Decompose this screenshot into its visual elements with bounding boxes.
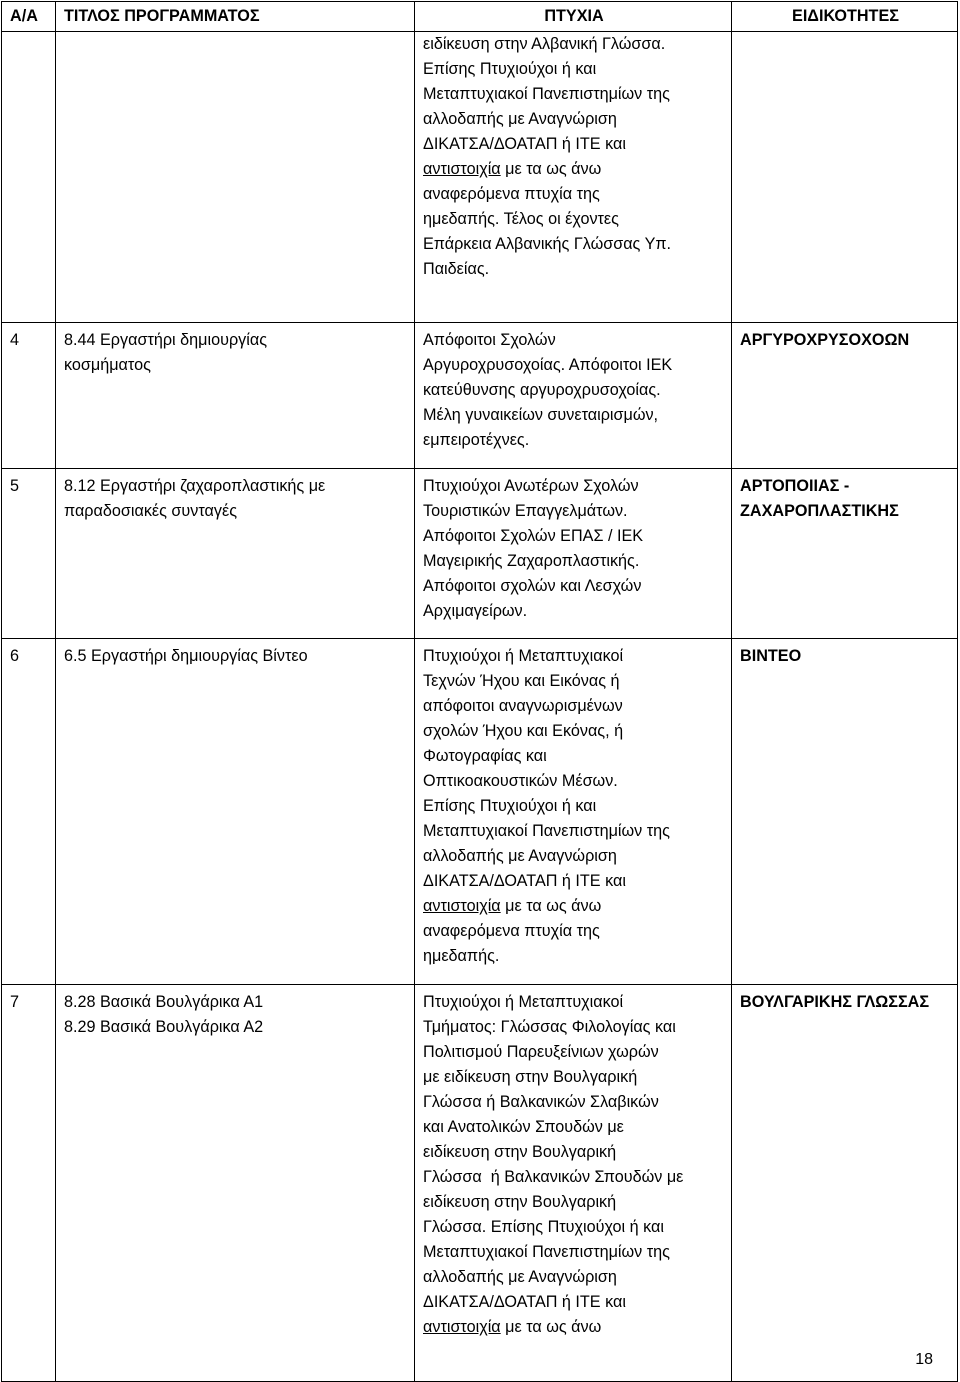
specialty-line: ΑΡΓΥΡΟΧΡΥΣΟΧΟΩΝ [740,331,910,349]
specialty-line: ΒΙΝΤΕΟ [740,647,802,665]
degree-line: ειδίκευση στην Αλβανική Γλώσσα. [423,35,666,53]
program-title-line: 8.29 Βασικά Βουλγάρικα Α2 [64,1018,264,1036]
program-title-line: 8.28 Βασικά Βουλγάρικα Α1 [64,993,264,1011]
degree-line: Απόφοιτοι Σχολών [423,331,556,349]
program-title-cell [56,469,415,639]
degree-line [423,894,725,919]
degree-line: Φωτογραφίας και [423,747,547,765]
degree-line: Αρχιμαγείρων. [423,602,528,620]
specialty-line: ΒΟΥΛΓΑΡΙΚΗΣ ΓΛΩΣΣΑΣ [740,993,930,1011]
degree-line: ημεδαπής. Τέλος οι έχοντες [423,210,619,228]
program-title-line: 6.5 Εργαστήρι δημιουργίας Βίντεο [64,647,308,665]
specialty-line: ΖΑΧΑΡΟΠΛΑΣΤΙΚΗΣ [740,502,899,520]
specialty-cell [732,323,958,469]
degree-line: ΔΙΚΑΤΣΑ/ΔΟΑΤΑΠ ή ΙΤΕ και [423,135,626,153]
degree-line: ειδίκευση στην Βουλγαρική [423,1143,617,1161]
degree-line: Απόφοιτοι Σχολών ΕΠΑΣ / ΙΕΚ [423,527,644,545]
row-number-cell [2,323,56,469]
underlined-term: αντιστοιχία [423,897,501,915]
degree-line: Επίσης Πτυχιούχοι ή και [423,60,597,78]
degree-text: με τα ως άνω [500,1318,602,1336]
degree-line [423,1315,725,1340]
degree-line: Οπτικοακουστικών Μέσων. [423,772,618,790]
program-title-line: 8.44 Εργαστήρι δημιουργίας [64,331,267,349]
row-number: 7 [10,993,20,1011]
degree-line: ειδίκευση στην Βουλγαρική [423,1193,617,1211]
degree-line: Απόφοιτοι σχολών και Λεσχών [423,577,642,595]
degree-line: Παιδείας. [423,260,490,278]
table-row [2,469,958,639]
row-number-cell [2,469,56,639]
specialty-cell [732,985,958,1382]
degree-line: Τμήματος: Γλώσσας Φιλολογίας και [423,1018,676,1036]
degree-line: κατεύθυνσης αργυροχρυσοχοίας. [423,381,661,399]
table-row [2,639,958,985]
row-number-cell [2,985,56,1382]
degrees-cell [415,32,732,323]
specialty-line: ΑΡΤΟΠΟΙΙΑΣ - [740,477,850,495]
degree-line: Πτυχιούχοι ή Μεταπτυχιακοί [423,993,624,1011]
table-row [2,985,958,1382]
degree-line: ΔΙΚΑΤΣΑ/ΔΟΑΤΑΠ ή ΙΤΕ και [423,1293,626,1311]
program-title-cell [56,639,415,985]
degree-line: αναφερόμενα πτυχία της [423,922,600,940]
table-row [2,323,958,469]
degrees-cell [415,985,732,1382]
degree-line: Τεχνών Ήχου και Εικόνας ή [423,672,620,690]
program-title-line: παραδοσιακές συνταγές [64,502,238,520]
degree-line: αλλοδαπής με Αναγνώριση [423,1268,617,1286]
degree-line: Πτυχιούχοι Ανωτέρων Σχολών [423,477,639,495]
degree-line: Πολιτισμού Παρευξείνιων χωρών [423,1043,659,1061]
degree-line: ημεδαπής. [423,947,500,965]
degree-line: αλλοδαπής με Αναγνώριση [423,847,617,865]
degree-line: με ειδίκευση στην Βουλγαρική [423,1068,638,1086]
degrees-cell [415,639,732,985]
degree-text: με τα ως άνω [500,160,602,178]
degree-line: σχολών Ήχου και Εκόνας, ή [423,722,624,740]
specialty-cell [732,639,958,985]
programs-table [1,1,958,1382]
page-number: 18 [915,1351,933,1368]
table-header-row [2,2,958,32]
degree-text: με τα ως άνω [500,897,602,915]
program-title-cell [56,323,415,469]
degree-line: Τουριστικών Επαγγελμάτων. [423,502,628,520]
underlined-term: αντιστοιχία [423,1318,501,1336]
degree-line: Γλώσσα. Επίσης Πτυχιούχοι ή και [423,1218,664,1236]
underlined-term: αντιστοιχία [423,160,501,178]
header-number: Α/Α [2,2,56,32]
degree-line: εμπειροτέχνες. [423,431,530,449]
row-number: 6 [10,647,20,665]
row-number: 5 [10,477,20,495]
degree-line: Μεταπτυχιακοί Πανεπιστημίων της [423,85,670,103]
degree-line [423,157,725,182]
specialty-cell [732,32,958,323]
degree-line: Μαγειρικής Ζαχαροπλαστικής. [423,552,640,570]
program-title-line: 8.12 Εργαστήρι ζαχαροπλαστικής με [64,477,326,495]
degree-line: Επίσης Πτυχιούχοι ή και [423,797,597,815]
degree-line: απόφοιτοι αναγνωρισμένων [423,697,623,715]
header-degrees: ΠΤΥΧΙΑ [415,2,732,32]
degree-line: και Ανατολικών Σπουδών με [423,1118,624,1136]
degree-line: Μεταπτυχιακοί Πανεπιστημίων της [423,822,670,840]
program-title-cell [56,985,415,1382]
row-number: 4 [10,331,20,349]
specialty-cell [732,469,958,639]
header-program-title: ΤΙΤΛΟΣ ΠΡΟΓΡΑΜΜΑΤΟΣ [56,2,415,32]
degree-line: Γλώσσα ή Βαλκανικών Σλαβικών [423,1093,659,1111]
degree-line: ΔΙΚΑΤΣΑ/ΔΟΑΤΑΠ ή ΙΤΕ και [423,872,626,890]
row-number-cell [2,32,56,323]
degree-line: αλλοδαπής με Αναγνώριση [423,110,617,128]
degree-line: Πτυχιούχοι ή Μεταπτυχιακοί [423,647,624,665]
table-row [2,32,958,323]
row-number-cell [2,639,56,985]
degrees-cell [415,323,732,469]
degree-line: Γλώσσα ή Βαλκανικών Σπουδών με [423,1168,684,1186]
header-specialties: ΕΙΔΙΚΟΤΗΤΕΣ [732,2,958,32]
degree-line: αναφερόμενα πτυχία της [423,185,600,203]
degree-line: Αργυροχρυσοχοίας. Απόφοιτοι ΙΕΚ [423,356,673,374]
degrees-cell [415,469,732,639]
degree-line: Μεταπτυχιακοί Πανεπιστημίων της [423,1243,670,1261]
degree-line: Επάρκεια Αλβανικής Γλώσσας Υπ. [423,235,672,253]
degree-line: Μέλη γυναικείων συνεταιρισμών, [423,406,659,424]
program-title-cell [56,32,415,323]
program-title-line: κοσμήματος [64,356,151,374]
